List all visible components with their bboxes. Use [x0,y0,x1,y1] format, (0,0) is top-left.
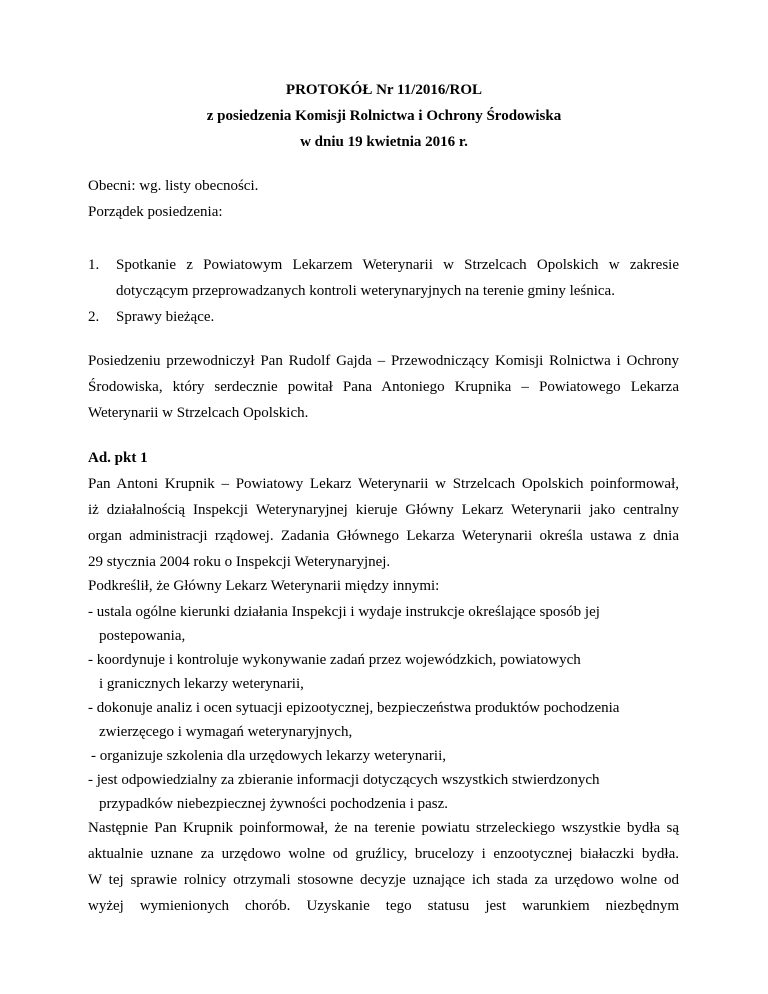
agenda-title: Porządek posiedzenia: [88,204,223,220]
duty-item: - koordynuje i kontroluje wykonywanie zadań przez wojewódzkich, powiatowych [88,652,581,668]
attendance-line: Obecni: wg. listy obecności. [88,178,259,194]
agenda-item-line: Spotkanie z Powiatowym Lekarzem Weterynarii w Strzelcach Opolskich w zakresie [116,257,679,273]
body-line: aktualnie uznane za urzędowo wolne od gruźlicy, brucelozy i enzootycznej białaczki bydła. [88,846,679,862]
document-title: PROTOKÓŁ Nr 11/2016/ROL [285,82,483,98]
agenda-number: 2. [88,309,100,325]
body-line: Pan Antoni Krupnik – Powiatowy Lekarz Weterynarii w Strzelcach Opolskich poinformował, [88,476,679,492]
body-line: wyżej wymienionych chorób. Uzyskanie tego statusu jest warunkiem niezbędnym [88,898,679,914]
meeting-date: w dniu 19 kwietnia 2016 r. [300,134,468,150]
duty-item-continuation: i granicznych lekarzy weterynarii, [99,676,304,692]
duty-item-continuation: zwierzęcego i wymagań weterynaryjnych, [99,724,353,740]
body-line: organ administracji rządowej. Zadania Głównego Lekarza Weterynarii określa ustawa z dnia [88,528,679,544]
body-line: 29 stycznia 2004 roku o Inspekcji Weterynaryjnej. [88,554,391,570]
duty-item: - jest odpowiedzialny za zbieranie informacji dotyczących wszystkich stwierdzonych [88,772,600,788]
duty-item: - ustala ogólne kierunki działania Inspekcji i wydaje instrukcje określające sposób jej [88,604,600,620]
intro-line: Weterynarii w Strzelcach Opolskich. [88,405,309,421]
duty-item: - organizuje szkolenia dla urzędowych lekarzy weterynarii, [91,748,446,764]
agenda-item-line: Sprawy bieżące. [116,309,215,325]
body-line: Następnie Pan Krupnik poinformował, że na terenie powiatu strzeleckiego wszystkie bydła są [88,820,679,836]
intro-line: Posiedzeniu przewodniczył Pan Rudolf Gajda – Przewodniczący Komisji Rolnictwa i Ochrony [88,353,679,369]
duty-item-continuation: przypadków niebezpiecznej żywności pochodzenia i pasz. [99,796,449,812]
section-heading: Ad. pkt 1 [88,450,148,466]
body-line: W tej sprawie rolnicy otrzymali stosowne decyzje uznające ich stada za urzędowo wolne od [88,872,679,888]
list-intro: Podkreślił, że Główny Lekarz Weterynarii między innymi: [88,578,440,594]
duty-item: - dokonuje analiz i ocen sytuacji epizootycznej, bezpieczeństwa produktów pochodzenia [88,700,620,716]
duty-item-continuation: postepowania, [99,628,186,644]
body-line: iż działalnością Inspekcji Weterynaryjnej kieruje Główny Lekarz Weterynarii jako centralny [88,502,679,518]
intro-line: Środowiska, który serdecznie powitał Pana Antoniego Krupnika – Powiatowego Lekarza [88,379,679,395]
agenda-number: 1. [88,257,100,273]
agenda-item-line: dotyczącym przeprowadzanych kontroli weterynaryjnych na terenie gminy leśnica. [116,283,615,299]
document-subtitle: z posiedzenia Komisji Rolnictwa i Ochrony Środowiska [206,108,562,124]
